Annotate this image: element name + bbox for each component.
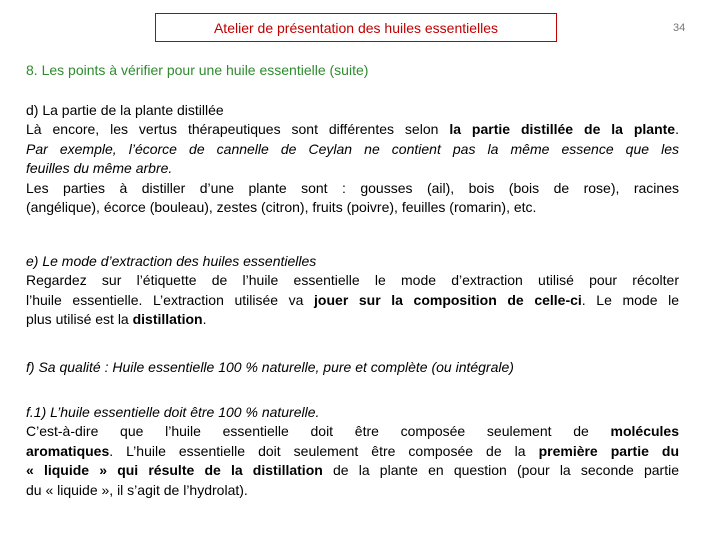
section-d-line-5: (angélique), écorce (bouleau), zestes (citron), fruits (poivre), feuilles (romarin), etc. — [26, 199, 537, 216]
section-f1 — [26, 403, 679, 500]
section-f1-line-4: du « liquide », il s’agit de l’hydrolat). — [26, 481, 248, 498]
section-f1-line-3: « liquide » qui résulte de la distillation de la plante en question (pour la seconde partie — [26, 462, 680, 479]
section-e-line-3: plus utilisé est la distillation. — [26, 311, 207, 328]
slide-title: Atelier de présentation des huiles essentielles — [213, 19, 499, 36]
section-e-line-2: l’huile essentielle. L’extraction utilisée va jouer sur la composition de celle-ci. Le mode le — [26, 291, 679, 308]
section-e-heading: e) Le mode d’extraction des huiles essentielles — [26, 253, 317, 269]
section-e — [26, 252, 679, 330]
page-number: 34 — [673, 22, 686, 34]
section-subtitle: 8. Les points à vérifier pour une huile essentielle (suite) — [26, 62, 369, 78]
section-f-heading: f) Sa qualité : Huile essentielle 100 % naturelle, pure et complète (ou intégrale) — [26, 359, 514, 375]
section-d-line-2: Par exemple, l’écorce de cannelle de Ceylan ne contient pas la même essence que les — [26, 140, 679, 157]
section-f — [26, 358, 679, 377]
section-e-line-1: Regardez sur l’étiquette de l’huile essentielle le mode d’extraction utilisé pour récolter — [26, 272, 679, 289]
section-d-line-4: Les parties à distiller d’une plante sont : gousses (ail), bois (bois de rose), racines — [26, 179, 679, 196]
section-d-heading: d) La partie de la plante distillée — [26, 102, 224, 118]
section-f1-line-1: C’est-à-dire que l’huile essentielle doit être composée seulement de molécules — [26, 423, 679, 440]
section-d — [26, 101, 679, 217]
slide-title-box — [155, 13, 557, 42]
section-f1-heading: f.1) L’huile essentielle doit être 100 % naturelle. — [26, 404, 320, 420]
section-f1-line-2: aromatiques. L’huile essentielle doit seulement être composée de la première partie du — [26, 442, 679, 459]
section-d-line-1: Là encore, les vertus thérapeutiques sont différentes selon la partie distillée de la plante. — [26, 121, 679, 138]
section-d-line-3: feuilles du même arbre. — [26, 160, 173, 177]
